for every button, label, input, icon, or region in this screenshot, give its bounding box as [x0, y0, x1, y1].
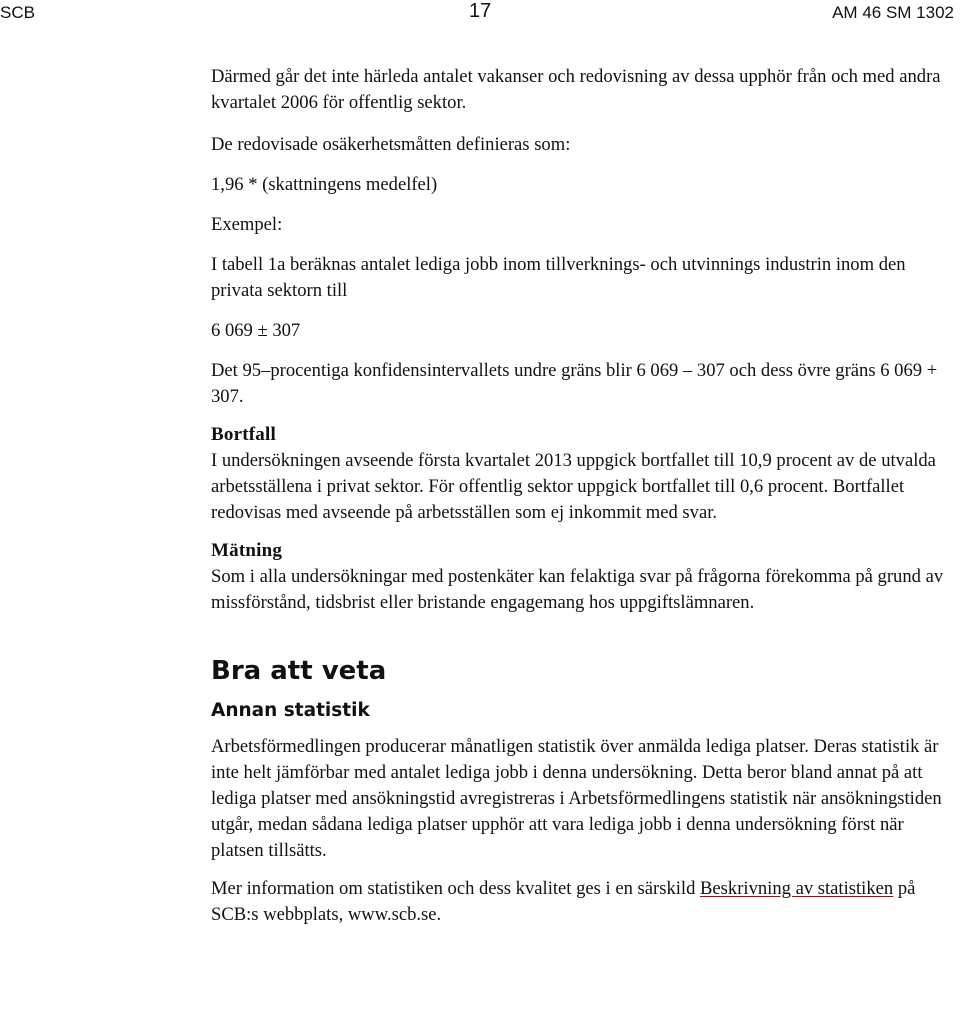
document-body — [211, 64, 953, 928]
paragraph: I undersökningen avseende första kvartalet 2013 uppgick bortfallet till 10,9 procent av de utvalda arbetsställena i privat sektor. För offentlig sektor uppgick bortfallet till 0,6 procent. Bortfallet redovisas med avseende på arbetsställen som ej inkommit med svar. — [211, 450, 936, 523]
section-heading-matning: Mätning — [211, 540, 283, 561]
paragraph: Det 95–procentiga konfidensintervallets undre gräns blir 6 069 – 307 och dess övre gräns 6 069 + 307. — [211, 360, 938, 407]
page-header — [0, 0, 960, 30]
text-fragment: på SCB:s webbplats, www.scb.se. — [211, 878, 916, 925]
subsection-heading-annan-statistik: Annan statistik — [211, 700, 370, 721]
paragraph: Exempel: — [211, 214, 283, 235]
paragraph: I tabell 1a beräknas antalet lediga jobb inom tillverknings- och utvinnings industrin inom den privata sektorn till — [211, 254, 906, 301]
paragraph: Därmed går det inte härleda antalet vakanser och redovisning av dessa upphör från och med andra kvartalet 2006 för offentlig sektor. — [211, 66, 941, 113]
paragraph: Arbetsförmedlingen producerar månatligen statistik över anmälda lediga platser. Deras statistik är inte helt jämförbar med antalet lediga jobb i denna undersökning. Detta beror bland annat på att lediga platser med ansökningstid avregistreras i Arbetsförmedlingens statistik när ansökningstiden utgår, medan sådana lediga platser upphör att vara lediga jobb i denna undersökning först när platsen tillsätts. — [211, 736, 942, 861]
beskrivning-link[interactable]: Beskrivning av statistiken — [700, 878, 894, 899]
paragraph: Som i alla undersökningar med postenkäter kan felaktiga svar på frågorna förekomma på grund av missförstånd, tidsbrist eller bristande engagemang hos uppgiftslämnaren. — [211, 566, 944, 613]
page-number: 17 — [469, 0, 492, 22]
paragraph-more-info — [211, 876, 953, 928]
section-heading-bra-att-veta: Bra att veta — [211, 656, 387, 686]
header-org: SCB — [0, 3, 35, 22]
formula-line: 6 069 ± 307 — [211, 320, 301, 341]
paragraph: 1,96 * (skattningens medelfel) — [211, 174, 438, 195]
header-doc-id: AM 46 SM 1302 — [832, 3, 954, 22]
section-heading-bortfall: Bortfall — [211, 424, 276, 445]
text-fragment: Mer information om statistiken och dess kvalitet ges i en särskild — [211, 878, 701, 899]
paragraph: De redovisade osäkerhetsmåtten definieras som: — [211, 134, 571, 155]
